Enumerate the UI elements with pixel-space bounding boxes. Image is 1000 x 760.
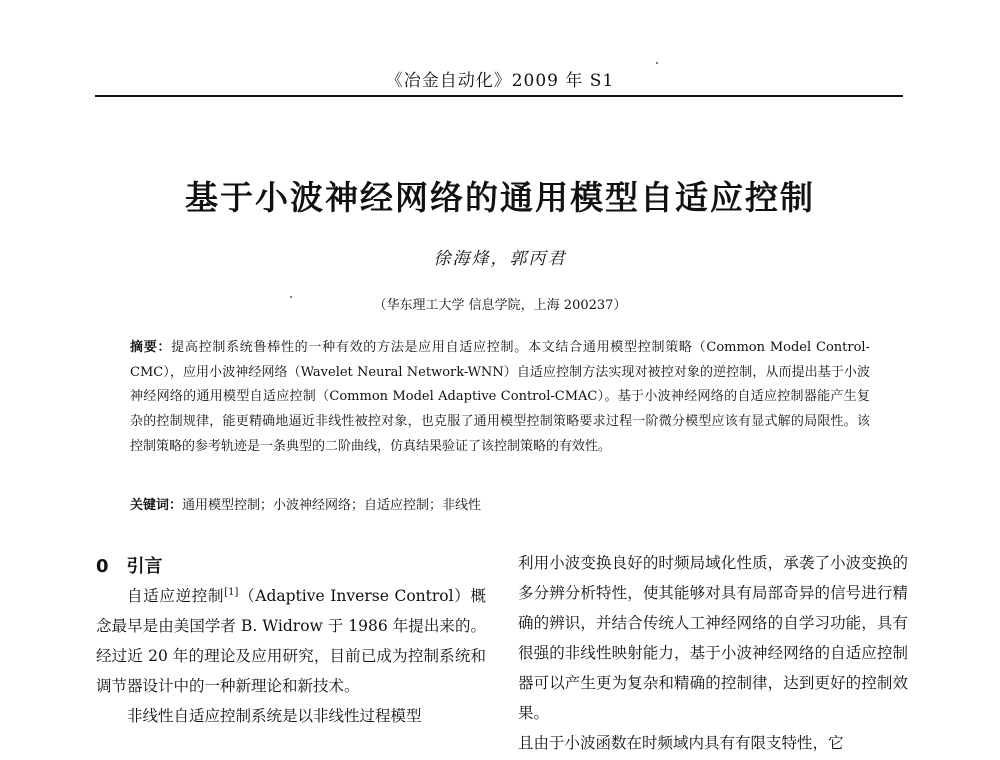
abstract-text: 提高控制系统鲁棒性的一种有效的方法是应用自适应控制。本文结合通用模型控制策略（Common Model Control-CMC），应用小波神经网络（Wavelet Neural Network-WNN）自适应控制方法实现对被控对象的逆控制，从而提出基于小波神经网络的通用模型自适应控制（Common Model Adaptive Control-CMAC）。基于小波神经网络的自适应控制器能产生复杂的控制规律，能更精确地逼近非线性被控对象，也克服了通用模型控制策略要求过程一阶微分模型应该有显式解的局限性。该控制策略的参考轨迹是一条典型的二阶曲线，仿真结果验证了该控制策略的有效性。 xyxy=(130,340,870,454)
keywords xyxy=(130,496,870,516)
scan-speck xyxy=(656,62,658,64)
right-column xyxy=(518,548,908,758)
section-heading xyxy=(96,552,486,578)
scan-speck xyxy=(290,296,292,298)
citation-ref: [1] xyxy=(224,587,239,598)
left-p1-after: （Adaptive Inverse Control）概念最早是由美国学者 B. Widrow 于 1986 年提出来的。经过近 20 年的理论及应用研究，目前已成为控制系统和调节器设计中的一种新理论和新技术。 xyxy=(96,587,486,696)
keywords-text: 通用模型控制；小波神经网络；自适应控制；非线性 xyxy=(182,498,482,513)
keywords-label: 关键词： xyxy=(130,498,183,513)
left-p1-before: 自适应逆控制 xyxy=(127,587,225,606)
journal-header: 《冶金自动化》2009 年 S1 xyxy=(385,71,615,91)
section-title: 引言 xyxy=(126,556,163,577)
abstract xyxy=(130,336,870,460)
right-paragraph-2: 且由于小波函数在时频域内具有有限支特性，它 xyxy=(518,734,844,752)
header-rule xyxy=(95,95,903,97)
left-paragraph-1 xyxy=(96,578,486,701)
paper-title: 基于小波神经网络的通用模型自适应控制 xyxy=(185,178,815,217)
left-paragraph-2: 非线性自适应控制系统是以非线性过程模型 xyxy=(127,707,422,726)
abstract-label: 摘要： xyxy=(130,340,172,355)
left-column xyxy=(96,578,486,731)
right-paragraph-1: 利用小波变换良好的时频局域化性质，承袭了小波变换的多分辨分析特性，使其能够对具有局部奇异的信号进行精确的辨识，并结合传统人工神经网络的自学习功能，具有很强的非线性映射能力，基于小波神经网络的自适应控制器可以产生更为复杂和精确的控制律，达到更好的控制效果。 xyxy=(518,554,908,722)
authors: 徐海烽，郭丙君 xyxy=(433,249,567,269)
affiliation: （华东理工大学 信息学院，上海 200237） xyxy=(373,298,627,313)
section-number: 0 xyxy=(96,556,109,577)
